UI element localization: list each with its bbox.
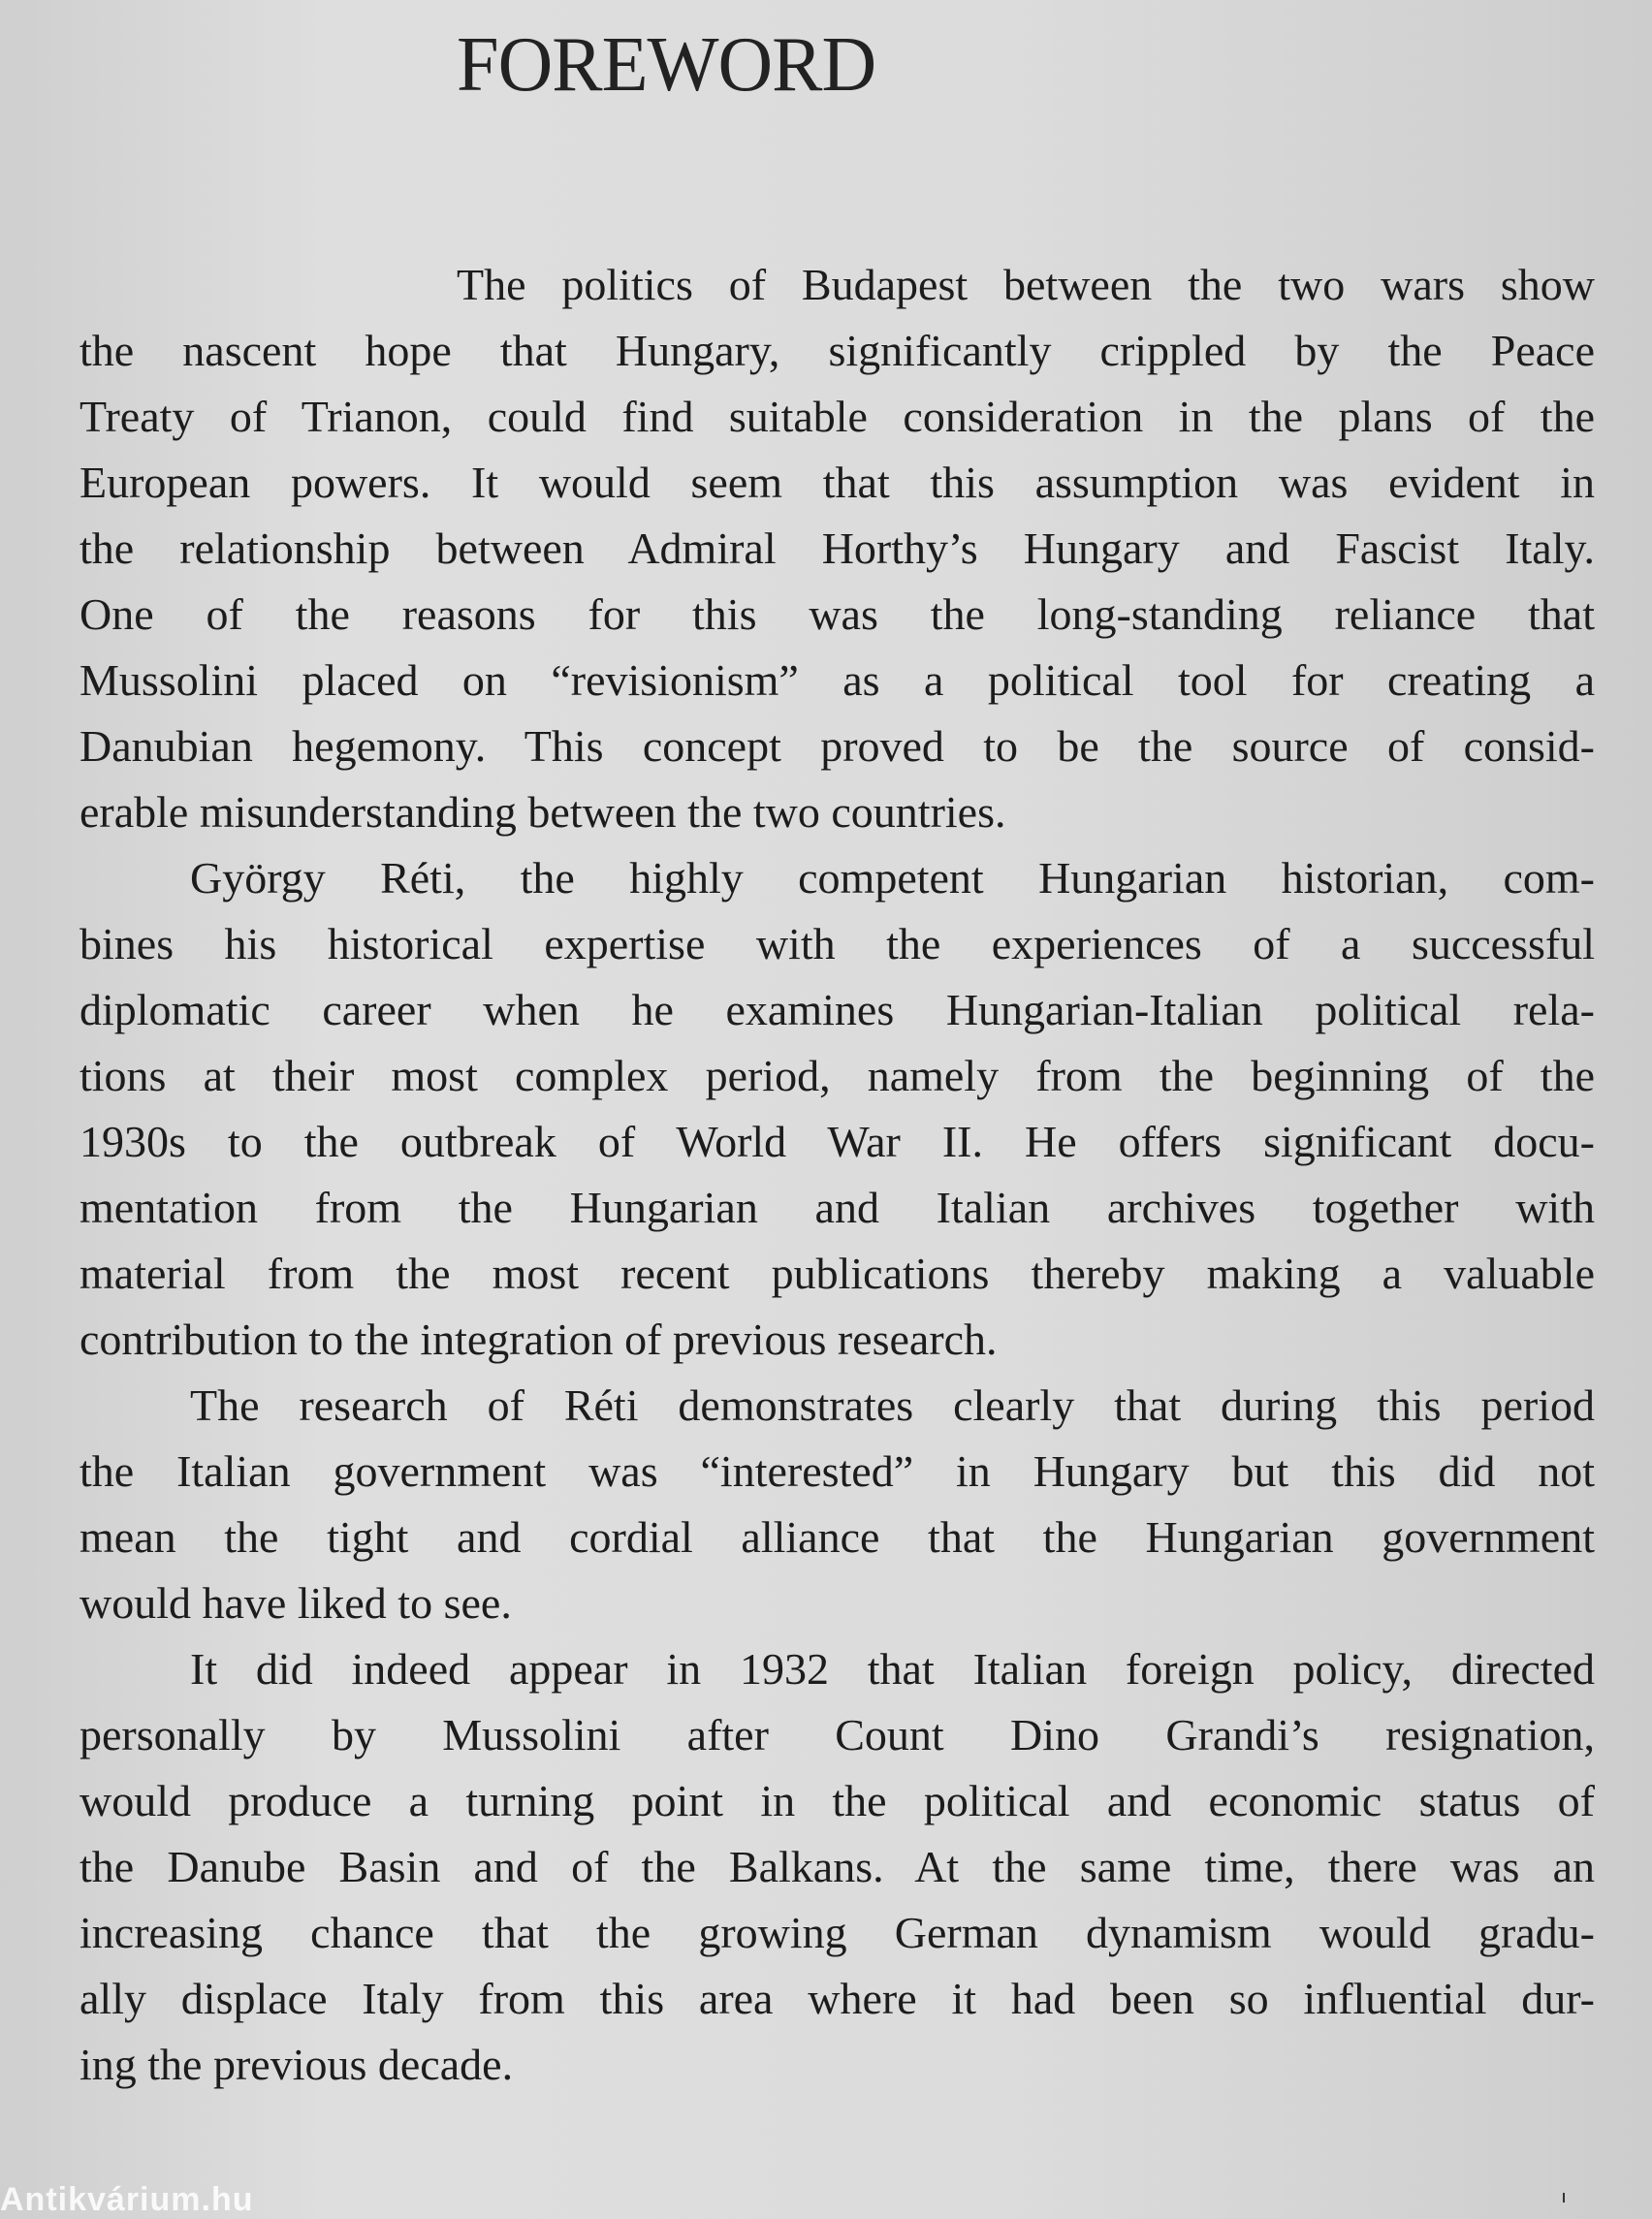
text-line: the Danube Basin and of the Balkans. At the same time, there was an: [79, 1842, 1595, 1891]
watermark: Antikvárium.hu: [0, 2181, 254, 2218]
text-line: 1930s to the outbreak of World War II. He offers significant docu-: [79, 1117, 1595, 1166]
paragraph: [79, 252, 1595, 845]
text-line: bines his historical expertise with the experiences of a successful: [79, 919, 1595, 968]
text-line: It did indeed appear in 1932 that Italian foreign policy, directed: [190, 1644, 1595, 1694]
text-line: increasing chance that the growing German dynamism would gradu-: [79, 1908, 1595, 1957]
text-line: The politics of Budapest between the two wars show: [457, 260, 1595, 309]
text-line: European powers. It would seem that this assumption was evident in: [79, 458, 1595, 507]
text-line: material from the most recent publications thereby making a valuable: [79, 1249, 1595, 1298]
text-line: would produce a turning point in the political and economic status of: [79, 1776, 1595, 1825]
paragraph: [79, 1373, 1595, 1636]
text-line: the relationship between Admiral Horthy’s Hungary and Fascist Italy.: [79, 523, 1595, 573]
page-mark: [1563, 2193, 1565, 2203]
text-line: Mussolini placed on “revisionism” as a political tool for creating a: [79, 655, 1595, 705]
text-line: personally by Mussolini after Count Dino Grandi’s resignation,: [79, 1710, 1595, 1759]
text-line: the Italian government was “interested” in Hungary but this did not: [79, 1446, 1595, 1496]
foreword-body: [79, 252, 1595, 2098]
text-line: mentation from the Hungarian and Italian archives together with: [79, 1183, 1595, 1232]
page-title: FOREWORD: [457, 22, 876, 108]
text-line: the nascent hope that Hungary, significantly crippled by the Peace: [79, 326, 1595, 375]
text-line: erable misunderstanding between the two countries.: [79, 787, 1006, 837]
paragraph: [79, 845, 1595, 1373]
text-line: ing the previous decade.: [79, 2040, 514, 2089]
text-line: György Réti, the highly competent Hungarian historian, com-: [190, 853, 1595, 903]
text-line: One of the reasons for this was the long-standing reliance that: [79, 589, 1595, 639]
text-line: contribution to the integration of previous research.: [79, 1315, 998, 1364]
text-line: ally displace Italy from this area where it had been so influential dur-: [79, 1974, 1595, 2023]
paragraph: [79, 1636, 1595, 2098]
text-line: Danubian hegemony. This concept proved to be the source of consid-: [79, 721, 1595, 771]
text-line: mean the tight and cordial alliance that the Hungarian government: [79, 1512, 1595, 1562]
text-line: would have liked to see.: [79, 1578, 512, 1628]
text-line: tions at their most complex period, namely from the beginning of the: [79, 1051, 1595, 1100]
text-line: The research of Réti demonstrates clearly that during this period: [190, 1380, 1595, 1430]
text-line: diplomatic career when he examines Hungarian-Italian political rela-: [79, 985, 1595, 1034]
text-line: Treaty of Trianon, could find suitable consideration in the plans of the: [79, 392, 1595, 441]
